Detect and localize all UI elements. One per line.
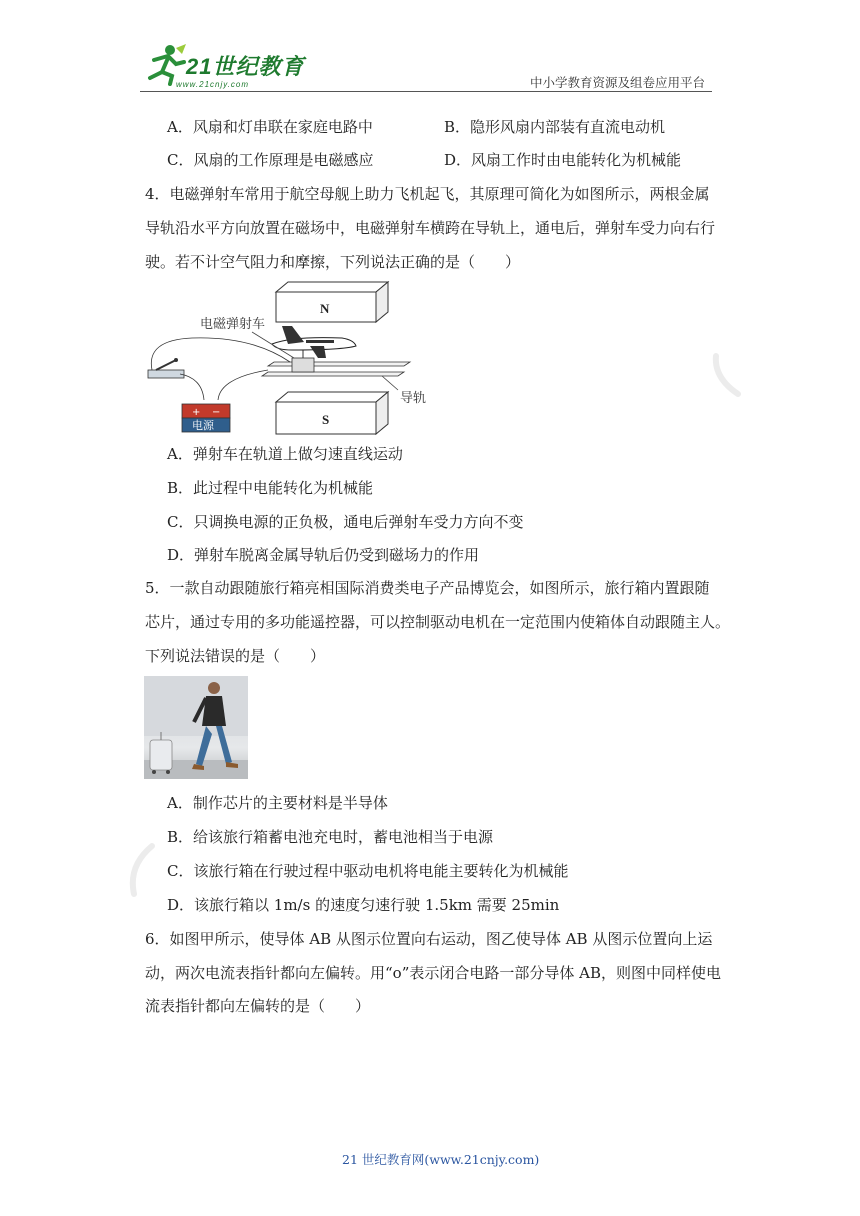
q3-option-d: D．风扇工作时由电能转化为机械能: [444, 151, 682, 169]
magnet-s: [276, 392, 388, 434]
q5-option-a: A．制作芯片的主要材料是半导体: [167, 794, 388, 812]
plus-label: +: [192, 407, 201, 418]
q6-stem-line-1: 6．如图甲所示，使导体 AB 从图示位置向右运动，图乙使导体 AB 从图示位置向上运: [145, 930, 713, 948]
q4-option-c: C．只调换电源的正负极，通电后弹射车受力方向不变: [167, 513, 524, 531]
magnet-s-label: S: [322, 412, 330, 427]
q4-option-d: D．弹射车脱离金属导轨后仍受到磁场力的作用: [167, 546, 480, 564]
minus-label: −: [212, 407, 221, 418]
rail-label: 导轨: [400, 391, 427, 406]
person-with-suitcase-image: [144, 676, 248, 779]
logo: [140, 42, 310, 92]
switch-icon: [148, 358, 184, 378]
rails: [262, 362, 410, 376]
car-label: 电磁弹射车: [200, 317, 266, 332]
q5-option-d: D．该旅行箱以 1m/s 的速度匀速行驶 1.5km 需要 25min: [167, 896, 560, 914]
logo-url: www.21cnjy.com: [176, 80, 249, 89]
railgun-diagram: [142, 278, 442, 438]
q5-stem-line-3: 下列说法错误的是（ ）: [145, 647, 326, 665]
q3-option-a: A．风扇和灯串联在家庭电路中: [167, 118, 373, 136]
source-label: 电源: [192, 419, 214, 432]
q4-figure: [142, 278, 442, 438]
airplane-icon: [272, 326, 356, 358]
q6-stem-line-2: 动，两次电流表指针都向左偏转。用“o”表示闭合电路一部分导体 AB，则图中同样使电: [145, 964, 721, 982]
q6-stem-line-3: 流表指针都向左偏转的是（ ）: [145, 997, 371, 1015]
q4-stem-line-2: 导轨沿水平方向放置在磁场中，电磁弹射车横跨在导轨上，通电后，弹射车受力向右行: [145, 219, 716, 237]
watermark-mark-left: [122, 840, 162, 900]
q5-option-b: B．给该旅行箱蓄电池充电时，蓄电池相当于电源: [167, 828, 494, 846]
q4-option-a: A．弹射车在轨道上做匀速直线运动: [167, 445, 403, 463]
watermark-mark: [708, 350, 748, 400]
q4-option-b: B．此过程中电能转化为机械能: [167, 479, 374, 497]
platform-name: 中小学教育资源及组卷应用平台: [530, 76, 706, 90]
q5-photo: [144, 676, 248, 779]
q5-option-c: C．该旅行箱在行驶过程中驱动电机将电能主要转化为机械能: [167, 862, 569, 880]
q3-option-c: C．风扇的工作原理是电磁感应: [167, 151, 374, 169]
magnet-n: [276, 282, 388, 322]
q5-stem-line-2: 芯片，通过专用的多功能遥控器，可以控制驱动电机在一定范围内使箱体自动跟随主人。: [145, 613, 731, 631]
logo-text: 21世纪教育: [186, 54, 305, 79]
launch-car: [292, 350, 314, 372]
header: [0, 0, 860, 95]
q4-stem-line-1: 4．电磁弹射车常用于航空母舰上助力飞机起飞，其原理可简化为如图所示，两根金属: [145, 185, 710, 203]
q4-stem-line-3: 驶。若不计空气阻力和摩擦，下列说法正确的是（ ）: [145, 253, 521, 271]
magnet-n-label: N: [320, 301, 330, 316]
power-source: [182, 404, 230, 432]
header-rule: [140, 91, 712, 92]
q5-stem-line-1: 5．一款自动跟随旅行箱亮相国际消费类电子产品博览会，如图所示，旅行箱内置跟随: [145, 579, 710, 597]
footer-link[interactable]: 21 世纪教育网(www.21cnjy.com): [342, 1152, 540, 1167]
q3-option-b: B．隐形风扇内部装有直流电动机: [444, 118, 666, 136]
